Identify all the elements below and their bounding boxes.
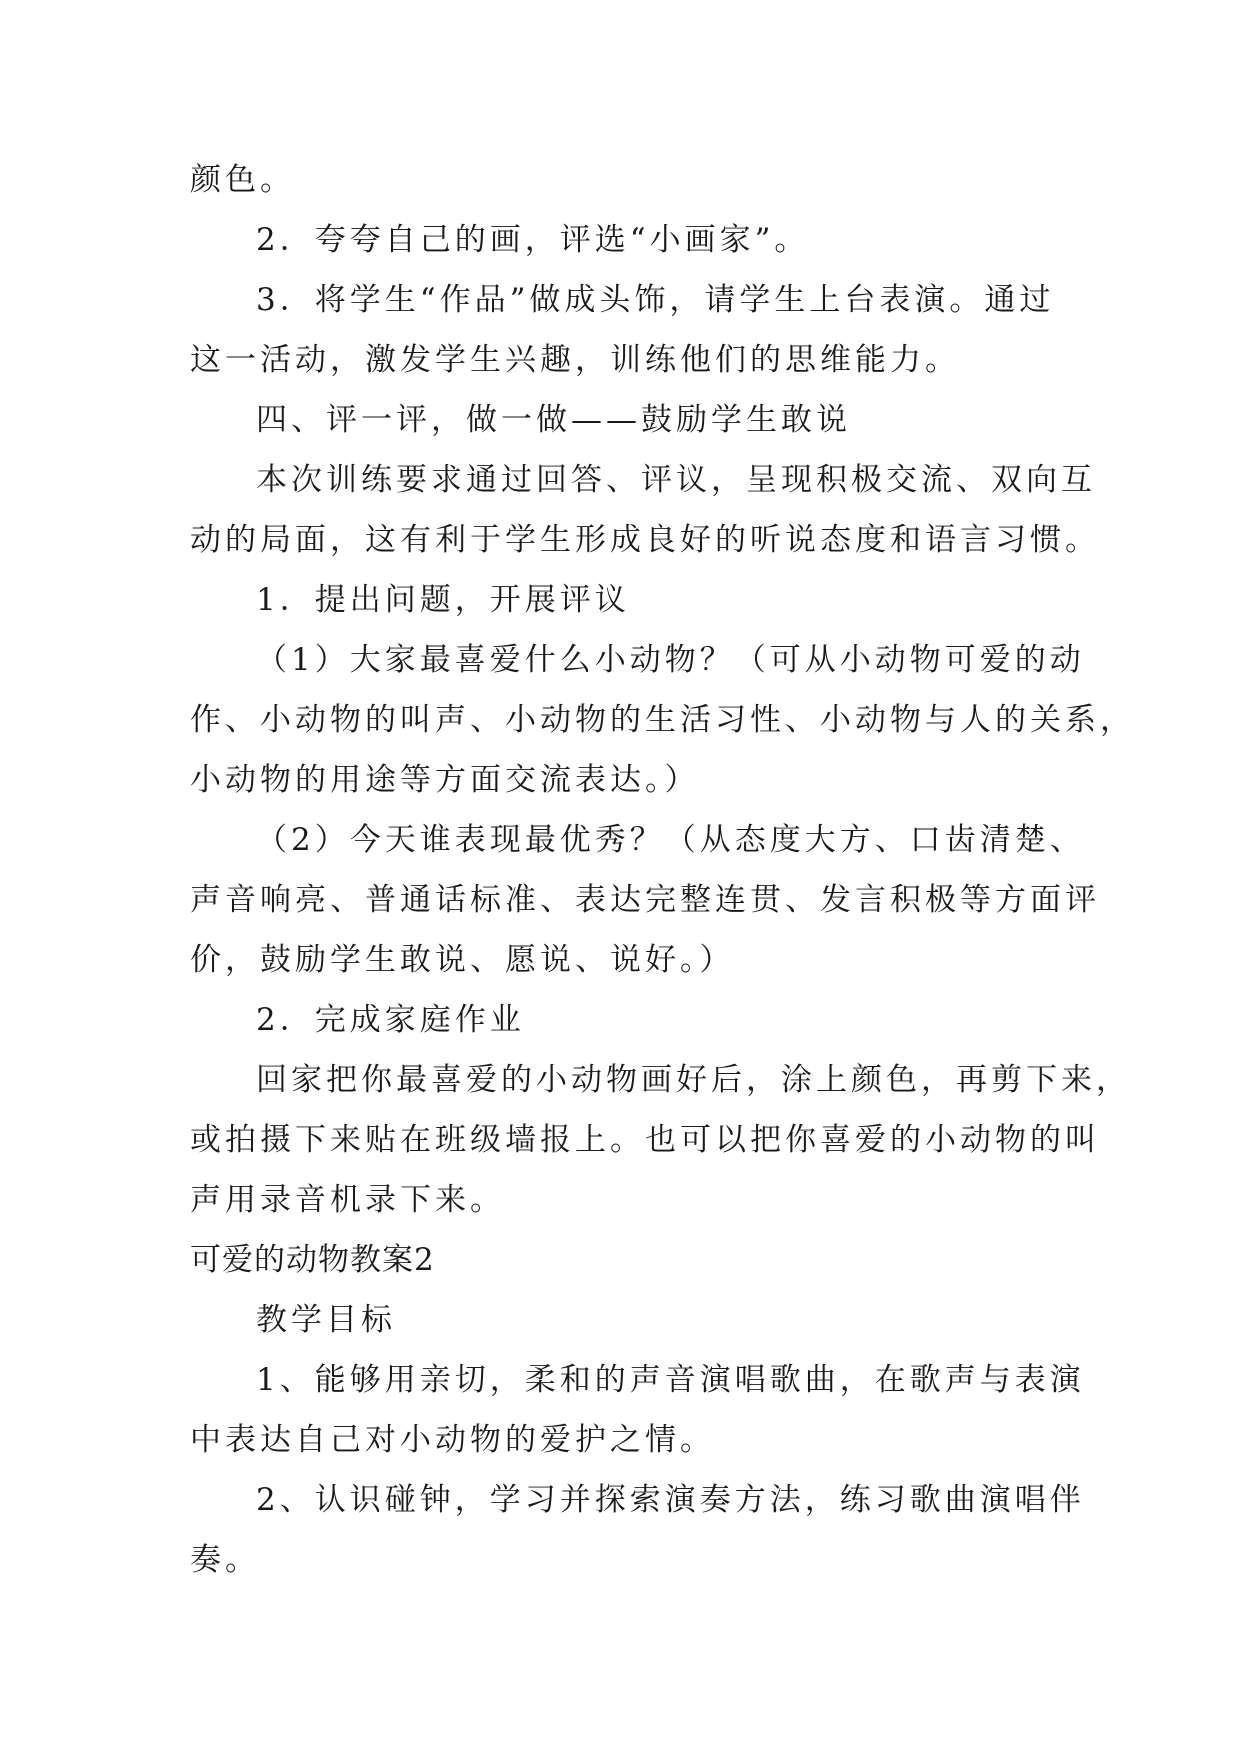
text-line: 动的局面，这有利于学生形成良好的听说态度和语言习惯。	[190, 522, 1100, 558]
text-line: （2）今天谁表现最优秀？（从态度大方、口齿清楚、	[256, 822, 1085, 858]
text-line: 1、能够用亲切，柔和的声音演唱歌曲，在歌声与表演	[256, 1362, 1085, 1398]
text-line: 2．夸夸自己的画，评选“小画家”。	[256, 222, 810, 258]
text-line: 声用录音机录下来。	[190, 1182, 505, 1218]
text-line: 作、小动物的叫声、小动物的生活习性、小动物与人的关系，	[190, 702, 1135, 738]
text-line: 价，鼓励学生敢说、愿说、说好。）	[190, 942, 735, 978]
text-line: 颜色。	[190, 162, 295, 198]
text-line: 中表达自己对小动物的爱护之情。	[190, 1422, 715, 1458]
text-line: 本次训练要求通过回答、评议，呈现积极交流、双向互	[256, 462, 1096, 498]
section-heading: 四、评一评，做一做——鼓励学生敢说	[256, 402, 851, 438]
document-page	[190, 160, 1135, 1580]
text-line: （1）大家最喜爱什么小动物？（可从小动物可爱的动	[256, 642, 1085, 678]
text-line: 3．将学生“作品”做成头饰，请学生上台表演。通过	[256, 282, 1055, 318]
text-line: 奏。	[190, 1542, 260, 1578]
text-line: 2、认识碰钟，学习并探索演奏方法，练习歌曲演唱伴	[256, 1482, 1085, 1518]
text-line: 1．提出问题，开展评议	[256, 582, 630, 618]
text-line: 回家把你最喜爱的小动物画好后，涂上颜色，再剪下来，	[256, 1062, 1131, 1098]
text-line: 小动物的用途等方面交流表达。）	[190, 762, 700, 798]
section-heading: 教学目标	[256, 1302, 396, 1338]
document-title: 可爱的动物教案2	[190, 1242, 435, 1278]
text-line: 这一活动，激发学生兴趣，训练他们的思维能力。	[190, 342, 960, 378]
text-line: 或拍摄下来贴在班级墙报上。也可以把你喜爱的小动物的叫	[190, 1122, 1100, 1158]
text-line: 2．完成家庭作业	[256, 1002, 525, 1038]
text-line: 声音响亮、普通话标准、表达完整连贯、发言积极等方面评	[190, 882, 1100, 918]
